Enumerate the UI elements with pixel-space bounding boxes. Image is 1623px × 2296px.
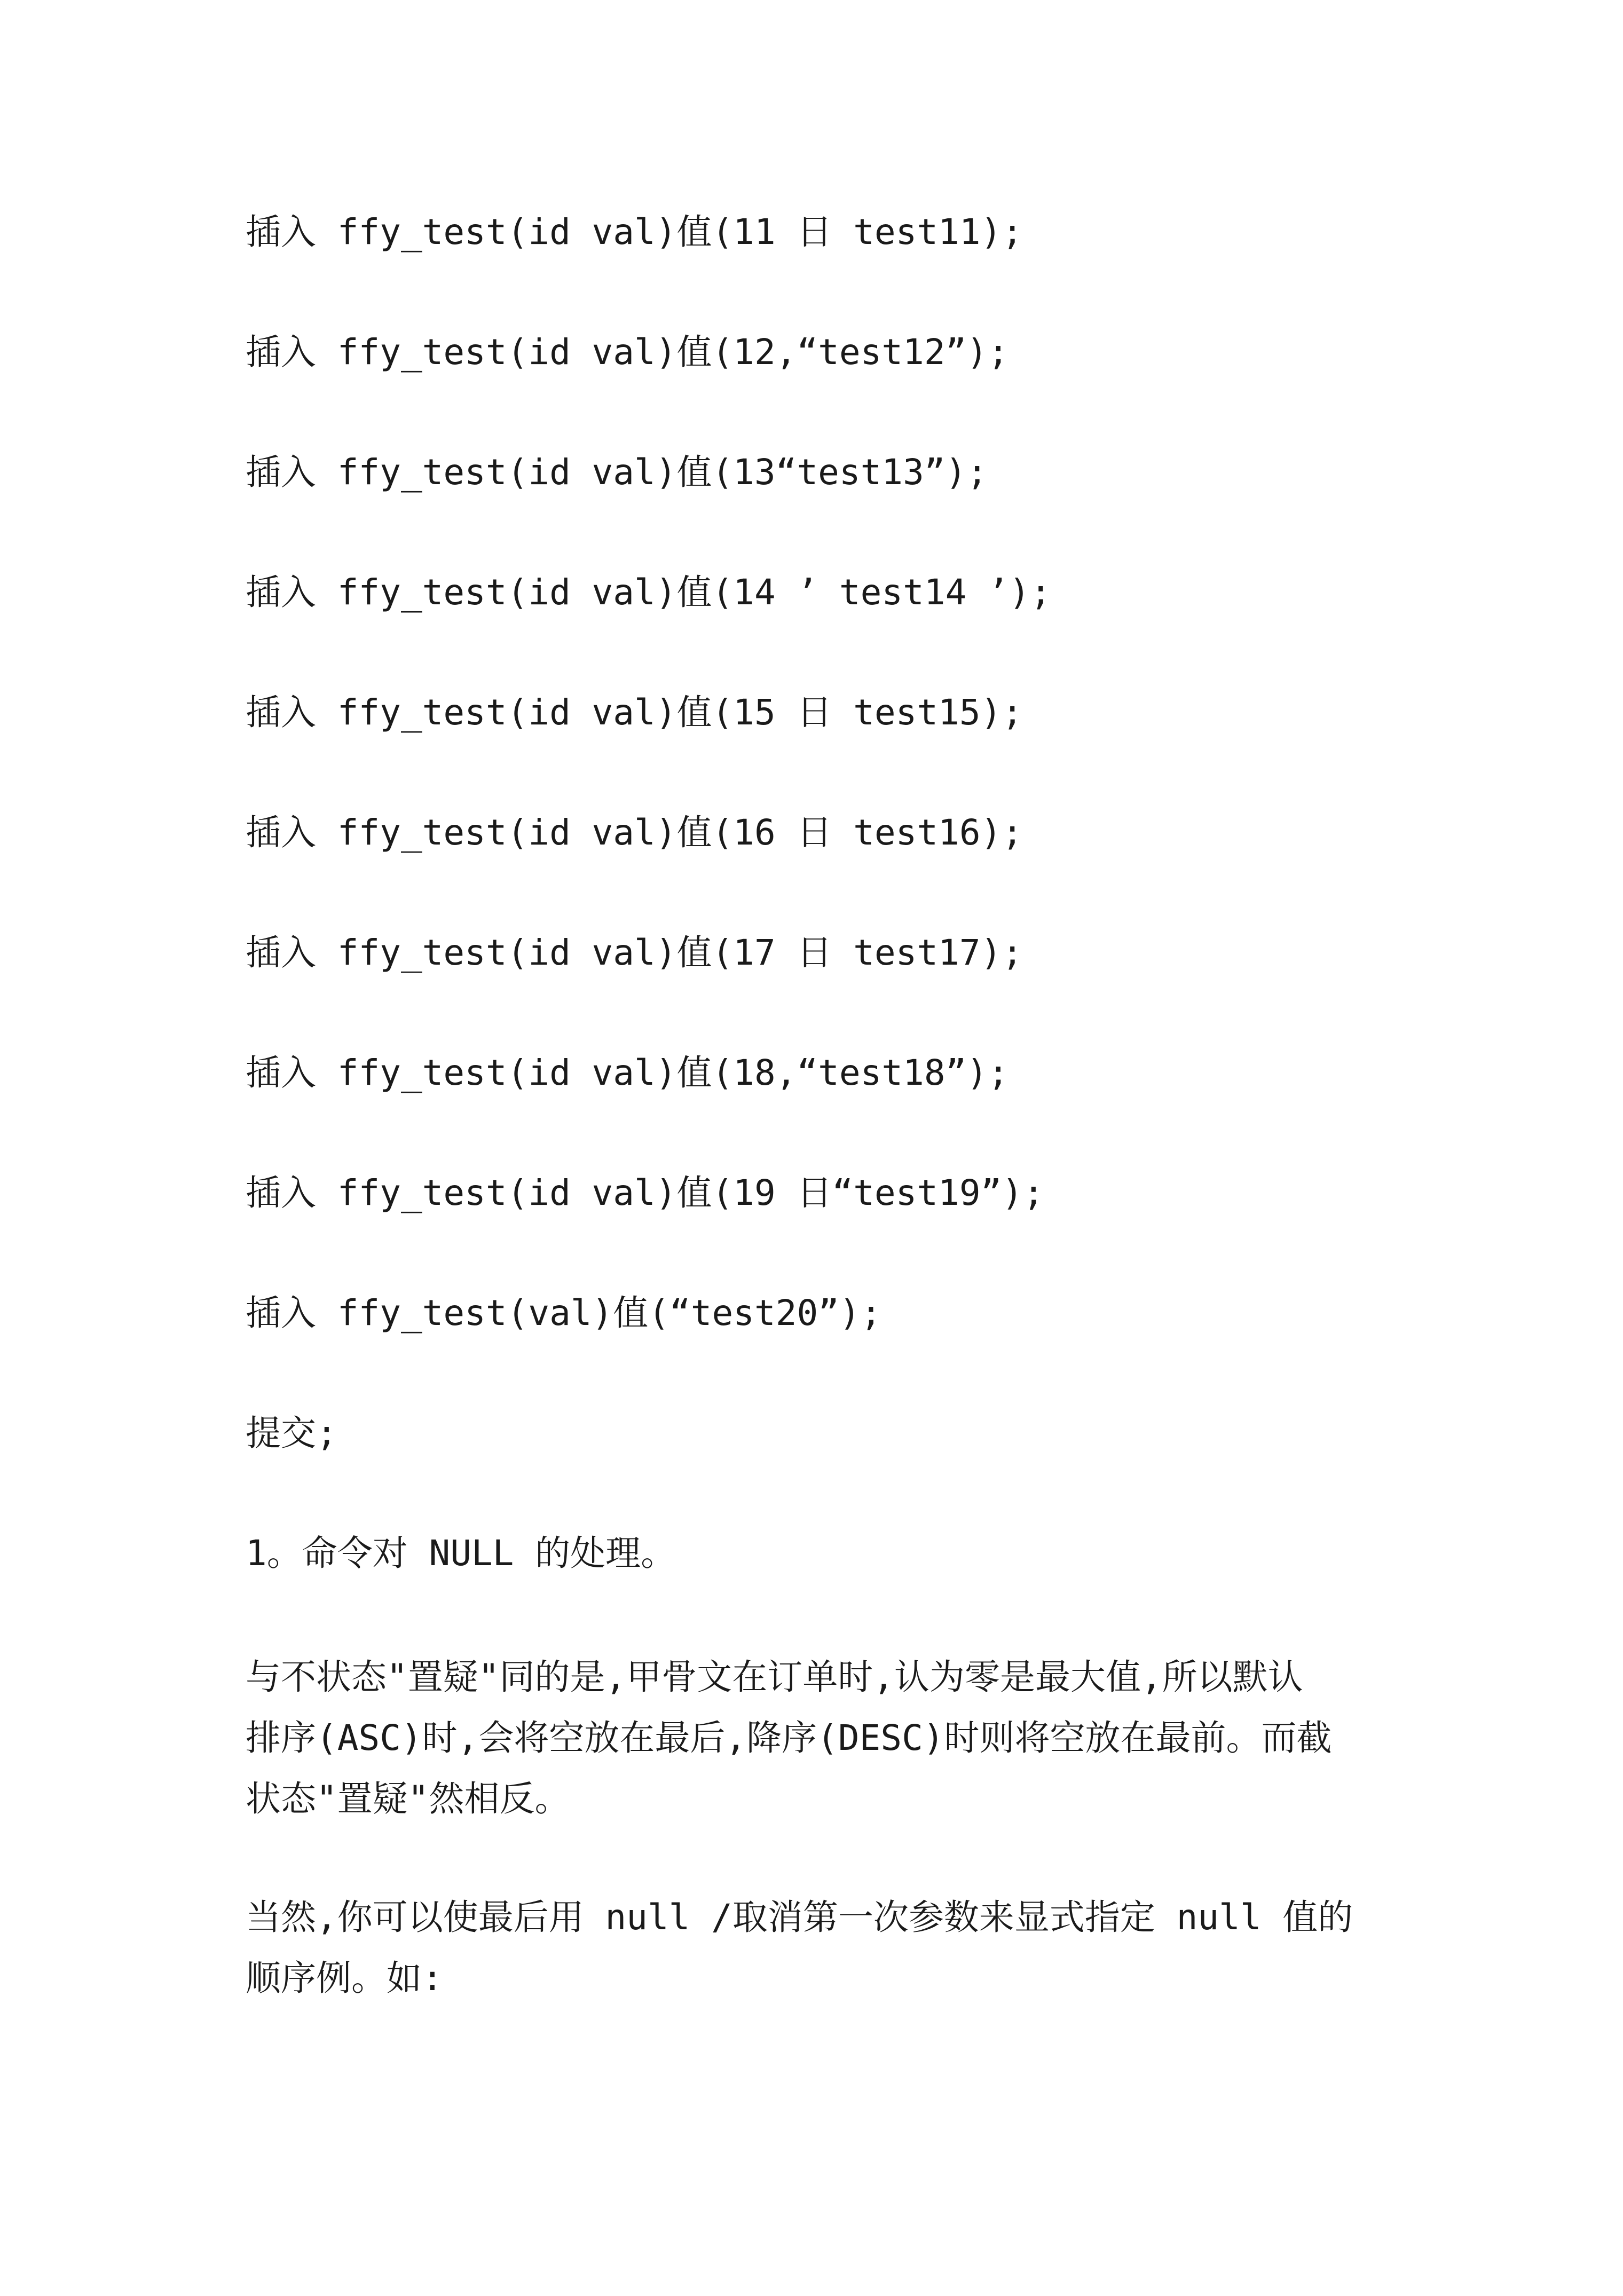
code-line-4: 插入 ffy_test(id val)值(14 ’ test14 ’); [246, 572, 1052, 613]
code-line-5: 插入 ffy_test(id val)值(15 日 test15); [246, 692, 1023, 733]
paragraph-line: 与不状态"置疑"同的是,甲骨文在订单时,认为零是最大值,所以默认 [246, 1656, 1303, 1698]
code-line-6: 插入 ffy_test(id val)值(16 日 test16); [246, 812, 1023, 853]
paragraph-nulls-first-last [246, 1887, 1388, 2009]
code-line-3: 插入 ffy_test(id val)值(13“test13”); [246, 452, 988, 493]
code-line-9: 插入 ffy_test(id val)值(19 日“test19”); [246, 1172, 1044, 1213]
code-line-10: 插入 ffy_test(val)值(“test20”); [246, 1292, 882, 1334]
code-line-8: 插入 ffy_test(id val)值(18,“test18”); [246, 1052, 1009, 1093]
paragraph-line: 排序(ASC)时,会将空放在最后,降序(DESC)时则将空放在最前。而截 [246, 1717, 1332, 1758]
paragraph-line: 顺序例。如: [246, 1958, 443, 1999]
paragraph-line: 状态"置疑"然相反。 [246, 1778, 570, 1819]
code-line-1: 插入 ffy_test(id val)值(11 日 test11); [246, 211, 1023, 253]
code-line-7: 插入 ffy_test(id val)值(17 日 test17); [246, 932, 1023, 973]
code-line-2: 插入 ffy_test(id val)值(12,“test12”); [246, 332, 1009, 373]
paragraph-line: 当然,你可以使最后用 null /取消第一次参数来显式指定 null 值的 [246, 1897, 1353, 1938]
paragraph-null-ordering [246, 1647, 1388, 1829]
code-line-commit: 提交; [246, 1413, 337, 1454]
section-heading: 1。命令对 NULL 的处理。 [246, 1533, 676, 1574]
